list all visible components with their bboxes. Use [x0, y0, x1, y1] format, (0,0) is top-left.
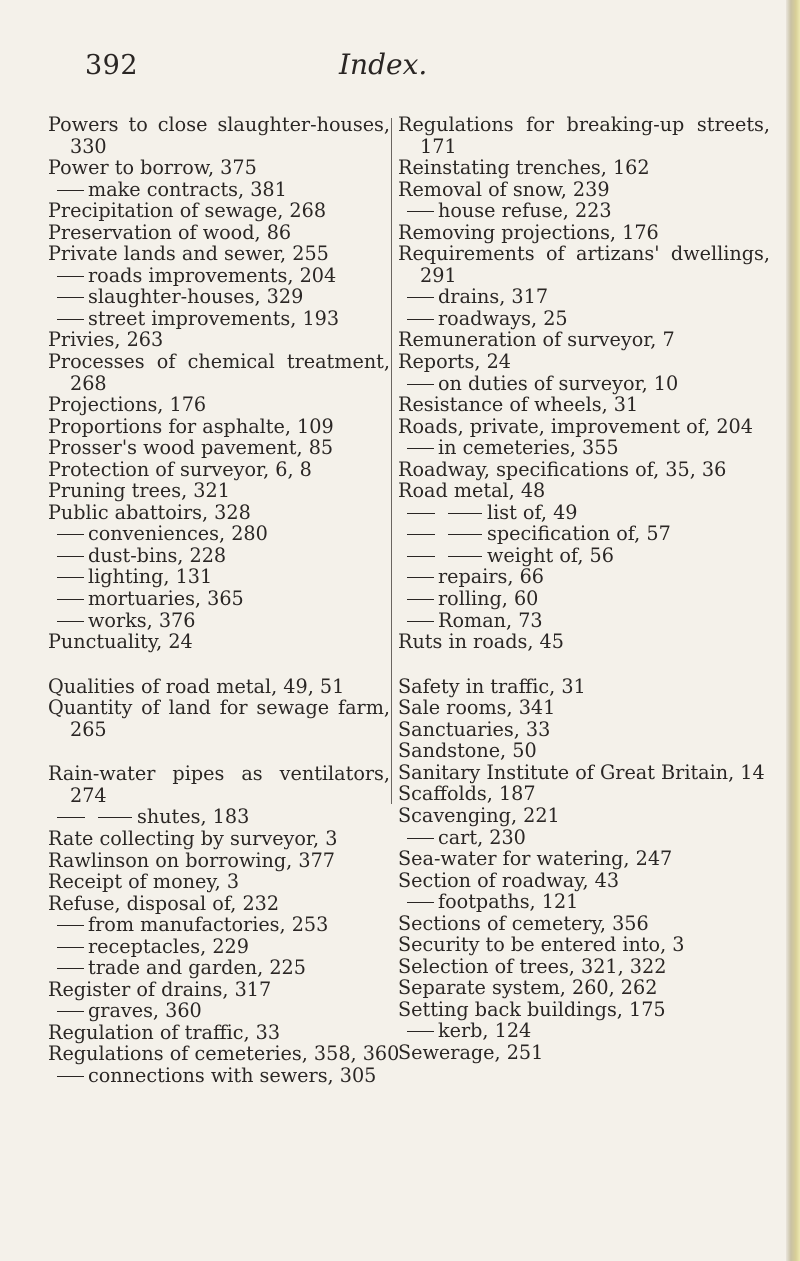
- index-subentry: make contracts, 381: [48, 179, 390, 201]
- index-entry: Rawlinson on borrowing, 377: [48, 848, 335, 872]
- index-entry: Scavenging, 221: [398, 803, 560, 827]
- index-entry: Protection of surveyor, 6, 8: [48, 457, 312, 481]
- index-subentry: dust-bins, 228: [48, 545, 390, 567]
- index-subentry: receptacles, 229: [48, 936, 390, 958]
- index-subentry: house refuse, 223: [398, 200, 770, 222]
- index-entry: Preservation of wood, 86: [48, 220, 292, 244]
- index-entry: Public abattoirs, 328: [48, 500, 251, 524]
- index-subentry: lighting, 131: [48, 566, 390, 588]
- page-header: [0, 44, 786, 84]
- index-entry: Regulations of cemeteries, 358, 360: [48, 1042, 400, 1066]
- index-entry: Refuse, disposal of, 232: [48, 891, 280, 915]
- index-entry: Roads, private, improvement of, 204: [398, 414, 753, 438]
- index-entry: Pruning trees, 321: [48, 479, 230, 503]
- index-entry: Reinstating trenches, 162: [398, 156, 650, 180]
- index-subentry: works, 376: [48, 610, 390, 632]
- column-rule: [391, 118, 392, 804]
- index-entry: Proportions for asphalte, 109: [48, 414, 334, 438]
- index-subentry: rolling, 60: [398, 588, 770, 610]
- index-entry: Punctuality, 24: [48, 630, 193, 654]
- index-subentry: cart, 230: [398, 827, 770, 849]
- index-entry: Regulation of traffic, 33: [48, 1020, 281, 1044]
- index-entry: Section of roadway, 43: [398, 868, 620, 892]
- index-entry: Scaffolds, 187: [398, 782, 536, 806]
- index-subentry: shutes, 183: [48, 806, 390, 828]
- index-subentry: roads improvements, 204: [48, 265, 390, 287]
- running-head: Index.: [339, 48, 428, 81]
- index-subentry: in cemeteries, 355: [398, 437, 770, 459]
- index-entry: Security to be entered into, 3: [398, 933, 685, 957]
- index-entry: Remuneration of surveyor, 7: [398, 328, 675, 352]
- index-subentry: drains, 317: [398, 286, 770, 308]
- index-entry: Power to borrow, 375: [48, 156, 257, 180]
- index-entry: Qualities of road metal, 49, 51: [48, 674, 345, 698]
- index-subentry: list of, 49: [398, 502, 770, 524]
- index-entry: Receipt of money, 3: [48, 870, 240, 894]
- index-column-right: [398, 114, 770, 1064]
- index-subentry: footpaths, 121: [398, 891, 770, 913]
- index-entry: Ruts in roads, 45: [398, 630, 564, 654]
- index-subentry: on duties of surveyor, 10: [398, 373, 770, 395]
- page-number: 392: [85, 50, 139, 81]
- index-entry: Removal of snow, 239: [398, 177, 610, 201]
- index-entry: Roadway, specifications of, 35, 36: [398, 457, 727, 481]
- index-subentry: repairs, 66: [398, 566, 770, 588]
- index-entry: Safety in traffic, 31: [398, 674, 586, 698]
- index-entry: Projections, 176: [48, 393, 207, 417]
- index-subentry: street improvements, 193: [48, 308, 390, 330]
- index-column-left: [48, 113, 400, 1087]
- index-entry: Private lands and sewer, 255: [48, 242, 329, 266]
- index-subentry: mortuaries, 365: [48, 588, 390, 610]
- index-subentry: weight of, 56: [398, 545, 770, 567]
- index-subentry: kerb, 124: [398, 1020, 770, 1042]
- index-entry: Resistance of wheels, 31: [398, 393, 639, 417]
- index-entry: Processes of chemical treatment, 268: [48, 350, 390, 395]
- index-entry: Quantity of land for sewage farm, 265: [48, 696, 390, 741]
- index-entry: Prosser's wood pavement, 85: [48, 436, 334, 460]
- index-entry: Reports, 24: [398, 350, 511, 374]
- index-subentry: slaughter-houses, 329: [48, 286, 390, 308]
- index-subentry: Roman, 73: [398, 610, 770, 632]
- index-entry: Register of drains, 317: [48, 977, 272, 1001]
- index-subentry: specification of, 57: [398, 523, 770, 545]
- index-entry: Sanitary Institute of Great Britain, 14: [398, 760, 765, 784]
- index-entry: Rain-water pipes as ventilators, 274: [48, 762, 390, 807]
- index-entry: Sandstone, 50: [398, 739, 537, 763]
- index-entry: Sections of cemetery, 356: [398, 911, 649, 935]
- index-subentry: trade and garden, 225: [48, 957, 390, 979]
- index-entry: Sanctuaries, 33: [398, 717, 551, 741]
- index-entry: Sale rooms, 341: [398, 696, 556, 720]
- index-subentry: from manufactories, 253: [48, 914, 390, 936]
- index-entry: Road metal, 48: [398, 479, 546, 503]
- index-entry: Removing projections, 176: [398, 220, 659, 244]
- index-entry: Requirements of artizans' dwellings, 291: [398, 242, 770, 287]
- index-entry: Privies, 263: [48, 328, 164, 352]
- section-gap: [398, 653, 770, 676]
- index-entry: Separate system, 260, 262: [398, 976, 658, 1000]
- section-gap: [48, 740, 390, 763]
- index-entry: Selection of trees, 321, 322: [398, 954, 667, 978]
- index-entry: Sea-water for watering, 247: [398, 847, 673, 871]
- section-gap: [48, 653, 390, 676]
- page-edge: [786, 0, 800, 1261]
- index-subentry: graves, 360: [48, 1000, 390, 1022]
- index-subentry: connections with sewers, 305: [48, 1065, 390, 1087]
- index-entry: Sewerage, 251: [398, 1040, 544, 1064]
- index-entry: Precipitation of sewage, 268: [48, 199, 327, 223]
- index-entry: Setting back buildings, 175: [398, 997, 666, 1021]
- index-subentry: conveniences, 280: [48, 523, 390, 545]
- index-entry: Regulations for breaking-up streets, 171: [398, 113, 770, 158]
- index-entry: Rate collecting by surveyor, 3: [48, 826, 338, 850]
- index-subentry: roadways, 25: [398, 308, 770, 330]
- index-entry: Powers to close slaughter-houses, 330: [48, 113, 390, 158]
